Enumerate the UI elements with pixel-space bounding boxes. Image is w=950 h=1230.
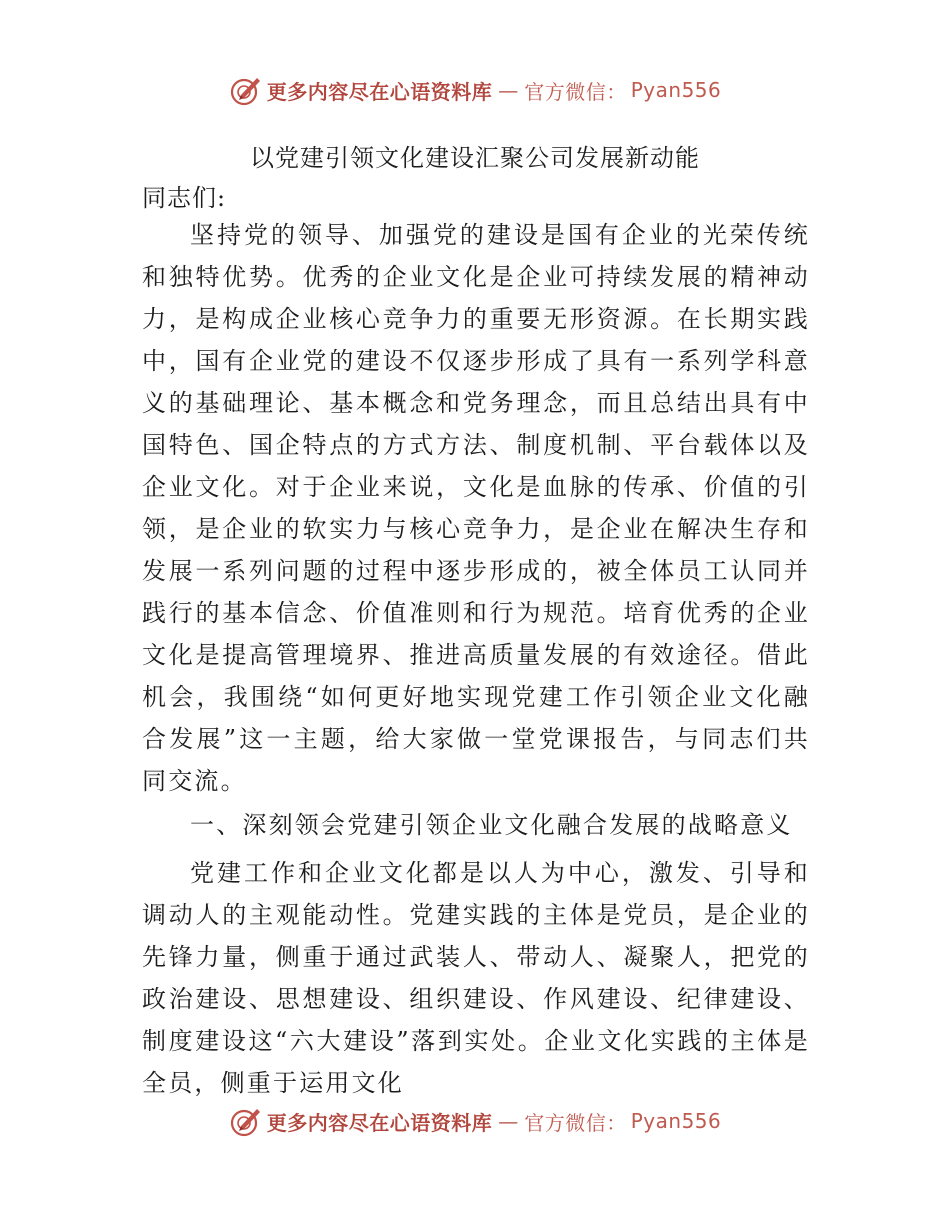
- watermark-contact: 官方微信：: [524, 79, 627, 104]
- section-heading-1: [142, 804, 810, 846]
- watermark-handle: Pyan556: [630, 1109, 722, 1133]
- watermark-dash: —: [498, 1109, 519, 1133]
- paragraph-1-text: 坚持党的领导、加强党的建设是国有企业的光荣传统和独特优势。优秀的企业文化是企业可持续发展的精神动力，是构成企业核心竞争力的重要无形资源。在长期实践中，国有企业党的建设不仅逐步形成了具有一系列学科意义的基础理论、基本概念和党务理念，而且总结出具有中国特色、国企特点的方式方法、制度机制、平台载体以及企业文化。对于企业来说，文化是血脉的传承、价值的引领，是企业的软实力与核心竞争力，是企业在解决生存和发展一系列问题的过程中逐步形成的，被全体员工认同并践行的基本信念、价值准则和行为规范。培育优秀的企业文化是提高管理境界、推进高质量发展的有效途径。借此机会，我围绕“如何更好地实现党建工作引领企业文化融合发展”这一主题，给大家做一堂党课报告，与同志们共同交流。: [142, 221, 810, 795]
- header-watermark: [0, 72, 950, 108]
- footer-watermark: [0, 1103, 950, 1139]
- watermark-text: 更多内容尽在心语资料库: [266, 79, 493, 104]
- watermark-contact: 官方微信：: [524, 1110, 627, 1135]
- watermark-text: 更多内容尽在心语资料库: [266, 1110, 493, 1135]
- paragraph-1: [142, 214, 810, 802]
- section-heading-1-text: 一、深刻领会党建引领企业文化融合发展的战略意义: [190, 811, 793, 839]
- salutation: 同志们:: [142, 184, 227, 212]
- pen-logo-icon: [229, 1104, 263, 1138]
- paragraph-2-text: 党建工作和企业文化都是以人为中心，激发、引导和调动人的主观能动性。党建实践的主体是党员，是企业的先锋力量，侧重于通过武装人、带动人、凝聚人，把党的政治建设、思想建设、组织建设、作风建设、纪律建设、制度建设这“六大建设”落到实处。企业文化实践的主体是全员，侧重于运用文化: [142, 859, 810, 1097]
- watermark-dash: —: [498, 78, 519, 102]
- watermark-handle: Pyan556: [630, 78, 722, 102]
- pen-logo-icon: [229, 73, 263, 107]
- paragraph-2: [142, 852, 810, 1104]
- document-title: 以党建引领文化建设汇聚公司发展新动能: [250, 144, 700, 172]
